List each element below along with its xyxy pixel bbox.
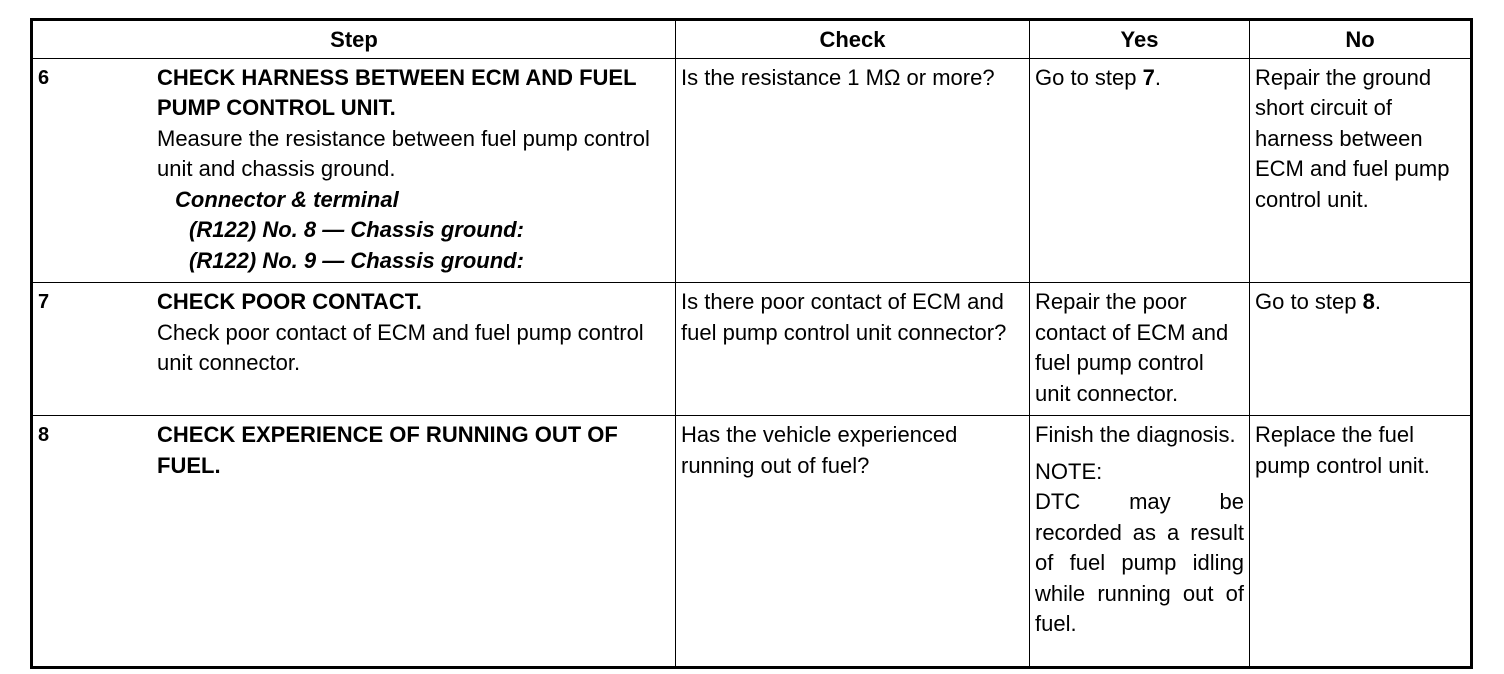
step-title: CHECK HARNESS BETWEEN ECM AND FUEL PUMP CONTROL UNIT.: [157, 64, 637, 120]
step-number: 6: [38, 66, 50, 89]
table-row: [32, 58, 1472, 283]
header-step: Step: [32, 20, 676, 59]
header-row: [32, 20, 1472, 59]
yes-cell: Repair the poor contact of ECM and fuel pump control unit connector.: [1030, 283, 1250, 416]
no-text: Go to step: [1255, 289, 1363, 314]
note-label: NOTE:: [1035, 458, 1103, 484]
connector-label: Connector & terminal: [175, 186, 399, 212]
header-no: No: [1250, 20, 1472, 59]
check-cell: Has the vehicle experienced running out of fuel?: [676, 416, 1030, 668]
table-row: [32, 416, 1472, 668]
note-text: DTC may be recorded as a result of fuel pump idling while running out of fuel.: [1035, 489, 1244, 636]
check-cell: Is the resistance 1 MΩ or more?: [676, 58, 1030, 283]
yes-text: Go to step: [1035, 64, 1143, 90]
no-step-ref: 8: [1362, 289, 1375, 314]
no-suffix: .: [1374, 289, 1381, 314]
step-cell: [32, 58, 676, 283]
terminal-line: (R122) No. 8 — Chassis ground:: [189, 217, 524, 242]
no-cell: Replace the fuel pump control unit.: [1250, 416, 1472, 668]
step-cell: [32, 416, 676, 668]
step-title: CHECK EXPERIENCE OF RUNNING OUT OF FUEL.: [157, 422, 618, 478]
step-cell: [32, 283, 676, 416]
header-check: Check: [676, 20, 1030, 59]
step-description: Check poor contact of ECM and fuel pump control unit connector.: [157, 319, 644, 375]
yes-step-ref: 7: [1142, 64, 1155, 90]
step-description: Measure the resistance between fuel pump control unit and chassis ground.: [157, 125, 650, 181]
step-title: CHECK POOR CONTACT.: [157, 289, 422, 314]
step-number: 7: [38, 291, 50, 313]
header-yes: Yes: [1030, 20, 1250, 59]
no-cell: Repair the ground short circuit of harness between ECM and fuel pump control unit.: [1250, 58, 1472, 283]
yes-cell: [1030, 58, 1250, 283]
diagnostic-procedure-table: [30, 18, 1473, 669]
check-cell: Is there poor contact of ECM and fuel pump control unit connector?: [676, 283, 1030, 416]
yes-text: Finish the diagnosis.: [1035, 422, 1236, 447]
yes-suffix: .: [1154, 64, 1161, 90]
step-number: 8: [38, 424, 50, 446]
no-cell: [1250, 283, 1472, 416]
yes-cell: [1030, 416, 1250, 668]
terminal-line: (R122) No. 9 — Chassis ground:: [189, 247, 524, 273]
table-row: [32, 283, 1472, 416]
